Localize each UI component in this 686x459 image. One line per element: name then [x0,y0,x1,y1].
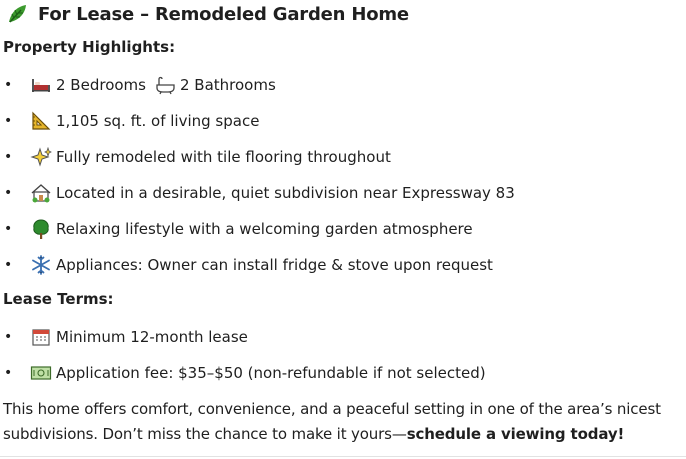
bullet-dot: • [4,149,13,165]
bed-icon [30,75,52,95]
tree-icon [30,219,52,239]
list-item-text: Application fee: $35–$50 (non-refundable if not selected) [56,364,486,382]
snowflake-icon [30,255,52,275]
list-item-text: 1,105 sq. ft. of living space [56,112,260,130]
leaf-icon [6,4,28,24]
closing-paragraph [3,397,686,447]
bullet-dot: • [4,329,13,345]
bullet-dot: • [4,221,13,237]
bathtub-icon [154,75,176,95]
list-item [3,217,473,241]
list-item [3,253,493,277]
call-to-action: schedule a viewing today! [406,425,625,443]
title-text: For Lease – Remodeled Garden Home [38,3,409,25]
list-item [3,145,391,169]
list-item-text: Appliances: Owner can install fridge & stove upon request [56,256,493,274]
bullet-dot: • [4,77,13,93]
list-item [3,361,486,385]
triangular-ruler-icon [30,111,52,131]
lease-terms-heading: Lease Terms: [3,290,114,308]
sparkles-icon [30,147,52,167]
list-item-text: Located in a desirable, quiet subdivision near Expressway 83 [56,184,515,202]
list-item [3,181,515,205]
money-icon [30,363,52,383]
bathrooms-text: 2 Bathrooms [179,76,276,94]
house-garden-icon [30,183,52,203]
calendar-icon [30,327,52,347]
bullet-dot: • [4,185,13,201]
bottom-divider [0,456,686,457]
page-title [6,1,409,27]
list-item [3,73,276,97]
closing-text: This home offers comfort, convenience, and a peaceful setting in one of the area’s nicest subdivisions. Don’t miss the chance to make it yours— [3,400,661,443]
bullet-dot: • [4,257,13,273]
bedrooms-text: 2 Bedrooms [56,76,146,94]
list-item-text: Fully remodeled with tile flooring throughout [56,148,391,166]
highlights-heading: Property Highlights: [3,38,176,56]
list-item-text: Relaxing lifestyle with a welcoming garden atmosphere [56,220,473,238]
list-item [3,109,259,133]
bullet-dot: • [4,365,13,381]
list-item [3,325,248,349]
list-item-text: Minimum 12-month lease [56,328,248,346]
bullet-dot: • [4,113,13,129]
